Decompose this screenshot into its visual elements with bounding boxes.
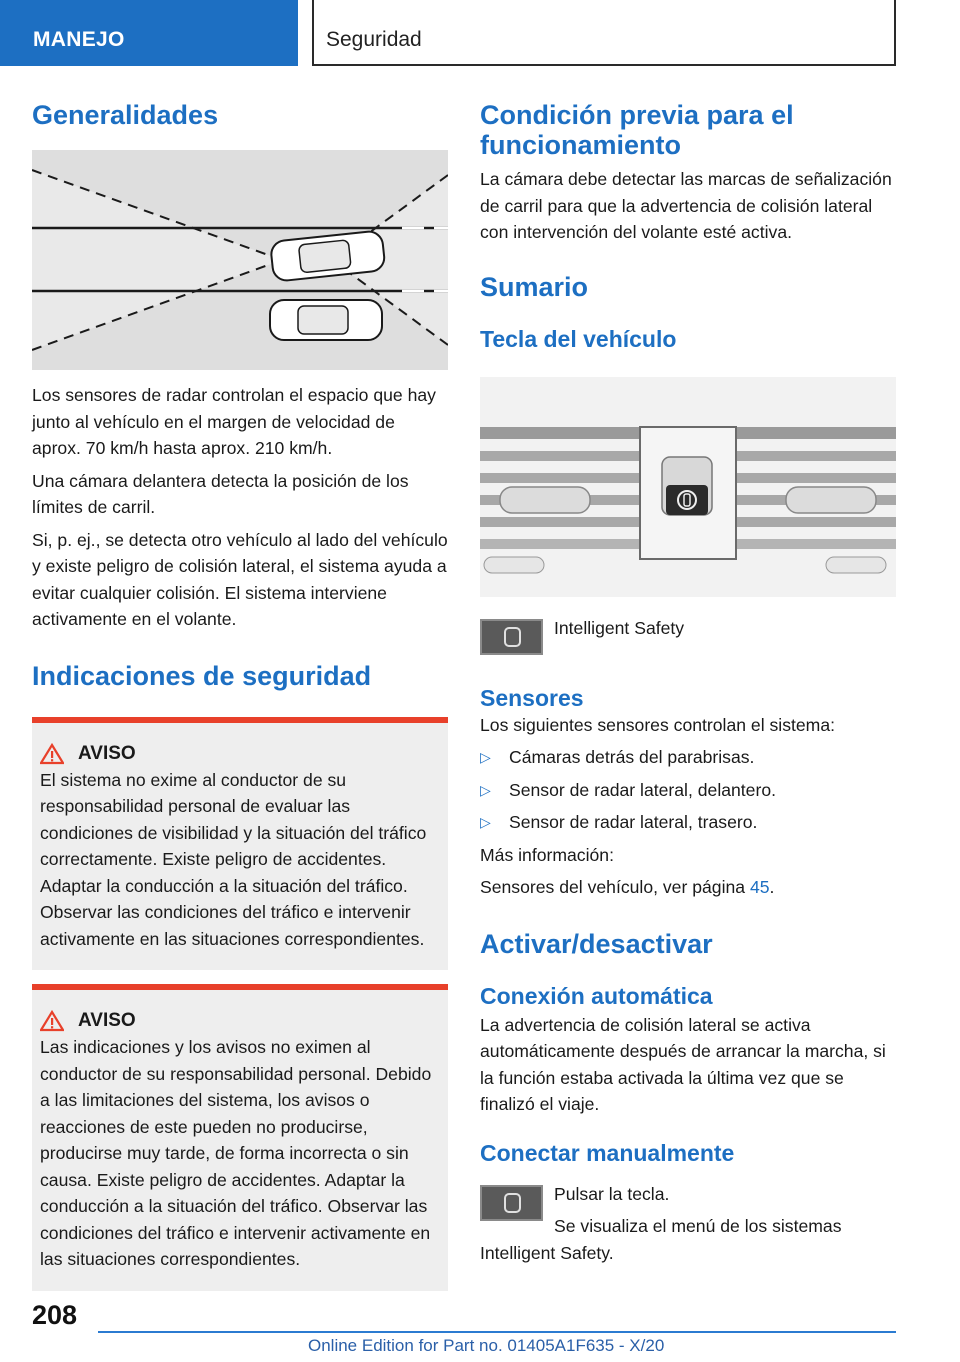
heading-manual: Conectar manualmente (480, 1139, 735, 1166)
warning-text: El sistema no exime al conductor de su responsabilidad personal de evaluar las condiciones de visibilidad y la situación del tráfico correctamente. Existe peligro de accidentes. Adaptar la conducción a la situación del tráfico. Observar las condiciones del tráfico e intervenir activamente en las situaciones correspondientes. (40, 769, 427, 949)
warning-triangle-icon (40, 743, 64, 765)
reference-paragraph: Sensores del vehículo, ver página 45. (480, 877, 775, 897)
heading-toggle: Activar/desactivar (480, 928, 713, 959)
section-tab (0, 0, 298, 66)
heading-summary: Sumario (480, 271, 589, 302)
console-button-illustration (480, 377, 896, 597)
manual-instructions (480, 1181, 896, 1267)
left-column (32, 100, 448, 1291)
paragraph-sensors: Los siguientes sensores controlan el sistema: (480, 714, 835, 735)
intelligent-safety-button-icon (480, 1185, 543, 1221)
paragraph-collision: Si, p. ej., se detecta otro vehículo al lado del vehículo y existe peligro de colisión lateral, el sistema ayuda a evitar cualquier colisión. El sistema interviene activamente en el volante. (32, 529, 448, 629)
key-legend (480, 615, 896, 655)
page-link[interactable]: 45 (749, 877, 770, 897)
heading-auto: Conexión automática (480, 982, 713, 1009)
heading-prerequisite: Condición previa para el funcionamiento (480, 100, 794, 160)
sensor-list (480, 744, 896, 836)
radar-coverage-diagram (32, 150, 448, 370)
paragraph-prerequisite: La cámara debe detectar las marcas de señalización de carril para que la advertencia de colisión lateral con intervención del volante esté activa. (480, 169, 892, 242)
more-info-label: Más información: (480, 844, 614, 865)
warning-title: AVISO (78, 742, 136, 764)
list-item: ▷ Sensor de radar lateral, trasero. (480, 809, 896, 836)
road-illustration (32, 150, 448, 370)
section-title: MANEJO (33, 28, 125, 51)
list-item: ▷ Cámaras detrás del parabrisas. (480, 744, 896, 771)
bullet-triangle-icon: ▷ (480, 781, 491, 798)
chapter-tab (312, 0, 896, 66)
heading-generalidades: Generalidades (32, 100, 219, 130)
manual-step-1: Pulsar la tecla. (554, 1183, 670, 1204)
warning-text: Las indicaciones y los avisos no eximen al conductor de su responsabilidad personal. Debido a las limitaciones del sistema, los avisos o reacciones de este pueden no producirse, producirse muy tarde, de forma incorrecta o sin causa. Existe peligro de accidentes. Adaptar la conducción a la situación del tráfico. Observar las condiciones del tráfico e intervenir activamente en las situaciones correspondientes. (40, 1037, 432, 1269)
warning-title: AVISO (78, 1010, 136, 1031)
manual-step-2: Se visualiza el menú de los sistemas Intelligent Safety. (480, 1216, 842, 1263)
warning-box-2 (32, 984, 448, 1291)
right-column (480, 100, 896, 1266)
button-panel-photo (480, 377, 896, 597)
chapter-title: Seguridad (326, 28, 422, 51)
page-number: 208 (32, 1300, 78, 1330)
paragraph-radar: Los sensores de radar controlan el espacio que hay junto al vehículo en el margen de velocidad de aprox. 70 km/h hasta aprox. 210 km/h. (32, 385, 436, 458)
warning-box-1 (32, 717, 448, 971)
list-item: ▷ Sensor de radar lateral, delantero. (480, 777, 896, 804)
footer-edition: Online Edition for Part no. 01405A1F635 - X/20 (308, 1336, 665, 1355)
intelligent-safety-button-icon (480, 619, 543, 655)
heading-safety: Indicaciones de seguridad (32, 660, 372, 691)
key-label: Intelligent Safety (554, 617, 685, 638)
footer-divider (98, 1331, 896, 1333)
heading-vehicle-key: Tecla del vehículo (480, 325, 677, 352)
paragraph-camera: Una cámara delantera detecta la posición de los límites de carril. (32, 470, 409, 517)
heading-sensors: Sensores (480, 684, 584, 711)
paragraph-auto: La advertencia de colisión lateral se activa automáticamente después de arrancar la marcha, si la función estaba activada la última vez que se finalizó el viaje. (480, 1014, 886, 1114)
warning-triangle-icon (40, 1010, 64, 1032)
bullet-triangle-icon: ▷ (480, 814, 491, 830)
bullet-triangle-icon: ▷ (480, 749, 491, 765)
